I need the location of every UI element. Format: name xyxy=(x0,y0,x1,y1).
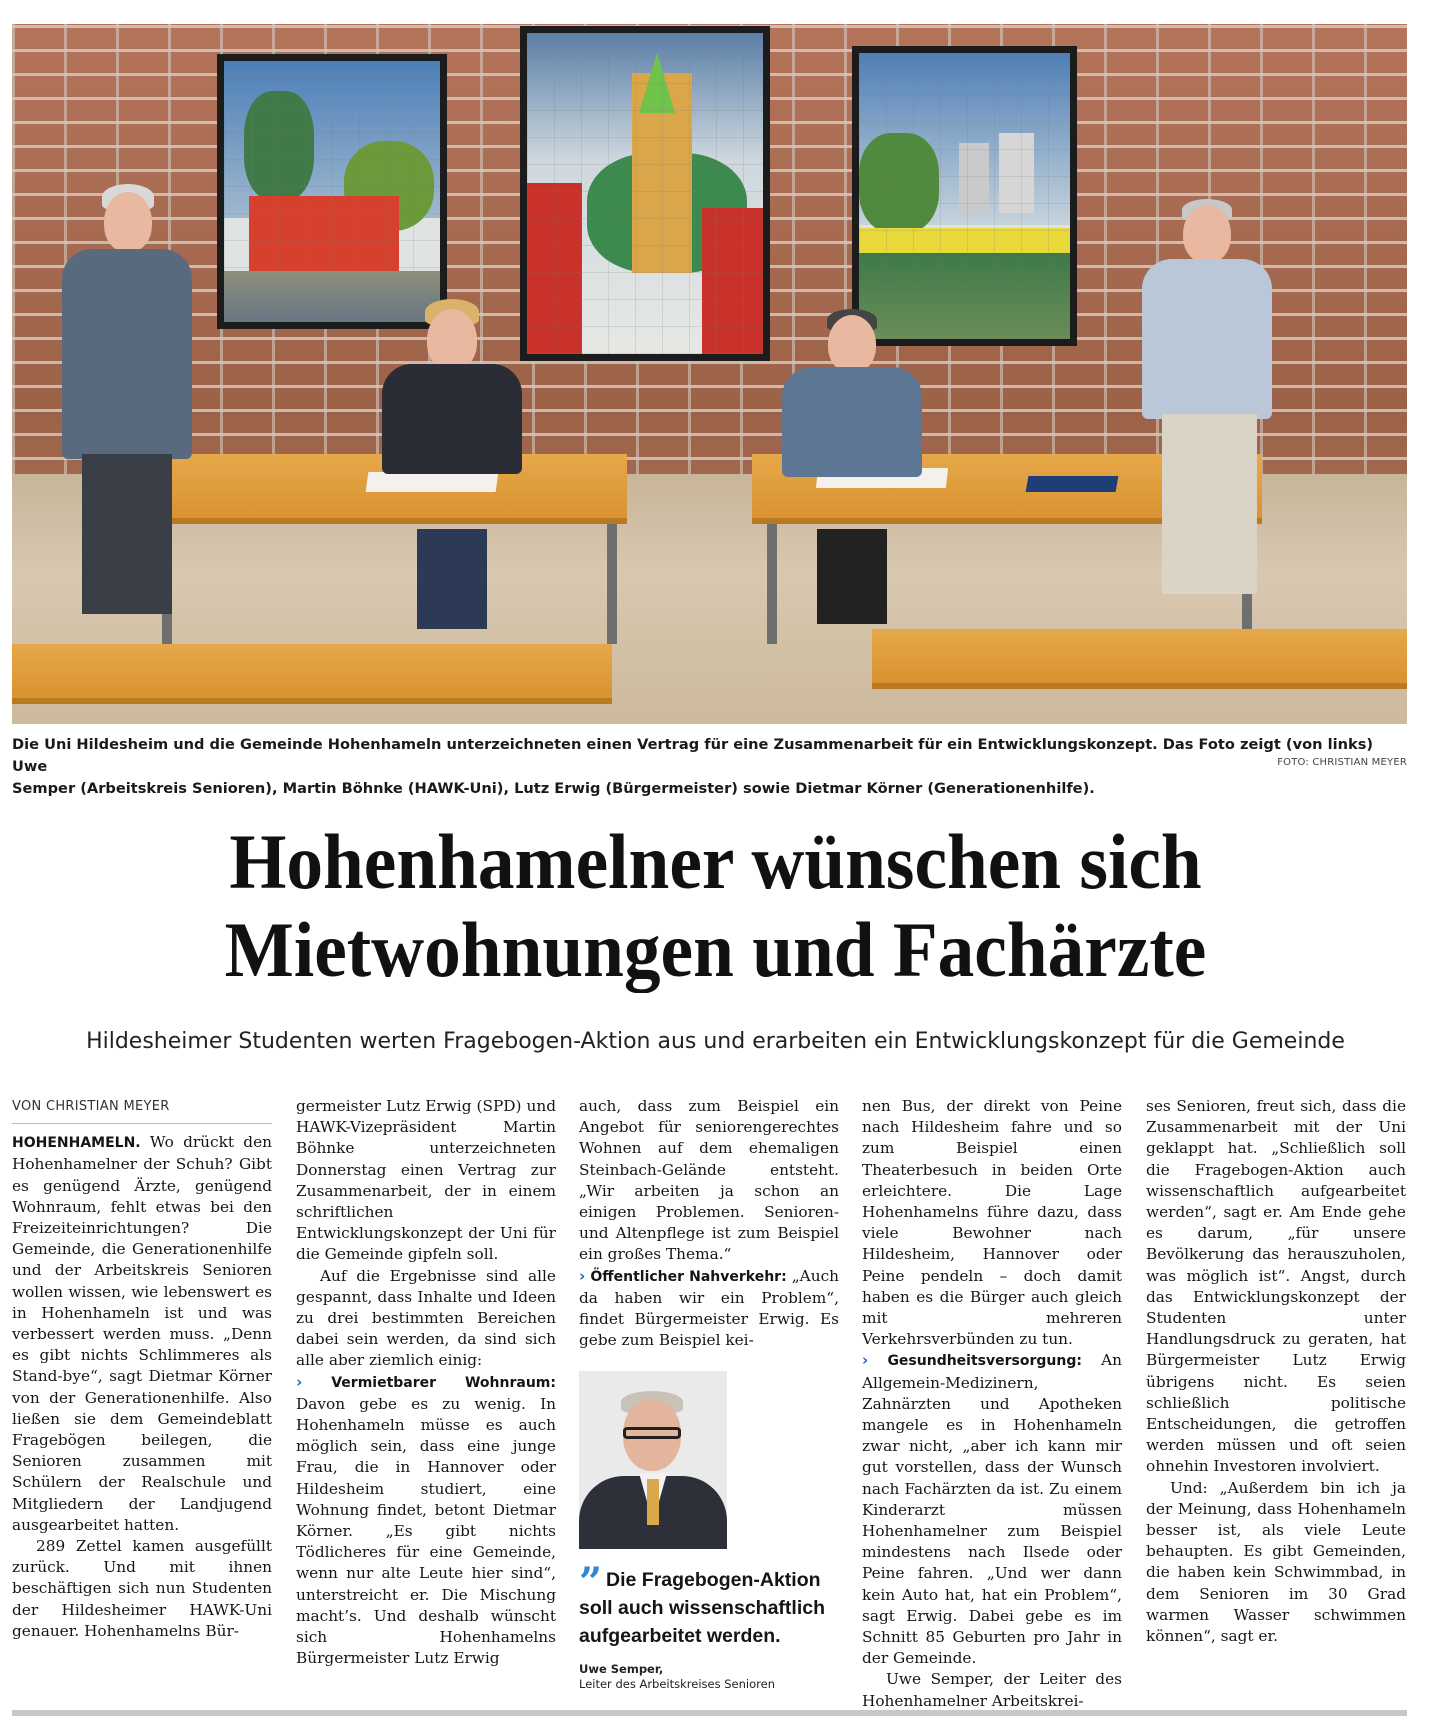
table-foreground-right xyxy=(872,629,1407,689)
article-paragraph: auch, dass zum Beispiel ein Angebot für seniorengerechtes Wohnen auf dem ehemaligen Steinbach-Gelände entsteht. „Wir arbeiten ja schon an einigen Problemen. Senioren- und Altenpflege ist zum Beispiel ein großes Thema.“ xyxy=(579,1097,839,1264)
article-column-1 xyxy=(12,1096,272,1642)
table-foreground-left xyxy=(12,644,612,704)
headline xyxy=(43,818,1388,994)
paragraph-text: Wo drückt den Hohenhamelner der Schuh? Gibt es genügend Ärzte, genügend Wohnraum, fehlt etwas bei den Freizeiteinrichtungen? Die Gemeinde, die Generationenhilfe und der Arbeitskreis Senioren wollen wissen, wie lebenswert es in Hohenhameln ist und was verbessert werden muss. „Denn es gibt nichts Schlimmeres als Stand-bye“, sagt Dietmar Körner von der Generationenhilfe. Also ließen sie dem Gemeindeblatt Fragebögen beilegen, die Senioren zusammen mit Schülern der Realschule und Mitgliedern der Landjugend ausgearbeitet hatten. xyxy=(12,1133,272,1534)
photo-caption-line-2: Semper (Arbeitskreis Senioren), Martin Böhnke (HAWK-Uni), Lutz Erwig (Bürgermeister) sowie Dietmar Körner (Generationenhilfe). xyxy=(12,780,1095,797)
article-paragraph xyxy=(579,1266,839,1352)
article-paragraph: nen Bus, der direkt von Peine nach Hildesheim fahre und so zum Beispiel einen Theaterbesuch in beiden Orte erleichtere. Die Lage Hohenhamelns führe dazu, dass viele Bewohner nach Hildesheim, Hannover oder Peine pendeln – doch damit haben es die Bürger auch gleich mit mehreren Verkehrsverbünden zu tun. xyxy=(862,1097,1122,1349)
subheading-health: Gesundheitsversorgung: xyxy=(887,1353,1082,1370)
paragraph-text: „Auch da haben wir ein Problem“, findet Bürgermeister Erwig. Es gebe zum Beispiel kei- xyxy=(579,1266,839,1350)
photo-caption-line-1: Die Uni Hildesheim und die Gemeinde Hohenhameln unterzeichneten einen Vertrag für eine Zusammenarbeit für ein Entwicklungskonzept. Das Foto zeigt (von links) Uwe xyxy=(12,736,1374,775)
article-column-2 xyxy=(296,1096,556,1669)
person-uwe-semper xyxy=(52,184,202,624)
article-paragraph xyxy=(12,1132,272,1536)
photo-credit: FOTO: CHRISTIAN MEYER xyxy=(1277,757,1407,768)
article-paragraph: Auf die Ergebnisse sind alle gespannt, dass Inhalte und Ideen zu drei bestimmten Bereichen dabei sein werden, da sind sich alle aber ziemlich einig: xyxy=(296,1266,556,1370)
painting-left xyxy=(217,54,447,329)
article-photo xyxy=(12,24,1407,724)
paragraph-text: Davon gebe es zu wenig. In Hohenhameln müsse es auch möglich sein, dass eine junge Frau, die in Hannover oder Hildesheim studiert, eine Wohnung findet, betont Dietmar Körner. „Es gibt nichts Tödlicheres für eine Gemeinde, wenn nur alte Leute hier sind“, unterstreicht er. Die Mischung macht’s. Und deshalb wünscht sich Hohenhamelns Bürgermeister Lutz Erwig xyxy=(296,1394,556,1668)
painting-right xyxy=(852,46,1077,346)
paragraph-text: An Allgemein-Medizinern, Zahnärzten und Apotheken mangele es in Hohenhameln zwar nicht, „aber ich kann mir gut vorstellen, dass der Wunsch nach Fachärzten da ist. Zu einem Kinderarzt müssen Hohenhamelner zum Beispiel mindestens nach Ilsede oder Peine fahren. „Und wer dann kein Auto hat, hat ein Problem“, sagt Erwig. Dabei gebe es im Schnitt 85 Geburten pro Jahr in der Gemeinde. xyxy=(862,1351,1122,1668)
headline-line-2: Mietwohnungen und Fachärzte xyxy=(224,906,1207,993)
photo-caption xyxy=(12,734,1407,800)
bullet-marker-icon: › xyxy=(579,1266,586,1285)
subheadline: Hildesheimer Studenten werten Fragebogen-Aktion aus und erarbeiten ein Entwicklungskonzept für die Gemeinde xyxy=(86,1029,1345,1054)
article-paragraph: 289 Zettel kamen ausgefüllt zurück. Und mit ihnen beschäftigen sich nun Studenten der Hildesheimer HAWK-Uni genauer. Hohenhamelns Bür- xyxy=(12,1537,272,1640)
bullet-marker-icon: › xyxy=(296,1372,303,1391)
person-martin-boehnke xyxy=(377,299,527,639)
article-paragraph: Und: „Außerdem bin ich ja der Meinung, dass Hohenhameln besser ist, als viele Leute behaupten. Es gibt Gemeinden, die haben kein Schwimmbad, in dem Senioren im 30 Grad warmen Wasser schwimmen können“, sagt er. xyxy=(1146,1478,1406,1646)
article-paragraph: ses Senioren, freut sich, dass die Zusammenarbeit mit der Uni geklappt hat. „Schließlich soll die Fragebogen-Aktion auch wissenschaftlich aufgearbeitet werden“, sagt er. Am Ende gehe es darum, „für unsere Bevölkerung das herauszuholen, was möglich ist“. Angst, durch das Entwicklungskonzept der Studenten unter Handlungsdruck zu geraten, hat Bürgermeister Lutz Erwig übrigens nicht. Es seien schließlich politische Entscheidungen, die getroffen werden müssen und oft seien ohnehin Investoren involviert. xyxy=(1146,1097,1406,1476)
quote-mark-icon: ” xyxy=(579,1559,603,1606)
byline: VON CHRISTIAN MEYER xyxy=(12,1096,272,1124)
article-paragraph xyxy=(296,1372,556,1670)
portrait-uwe-semper xyxy=(579,1371,727,1549)
quote-author-role: Leiter des Arbeitskreises Senioren xyxy=(579,1677,775,1691)
subheading-housing: Vermietbarer Wohnraum: xyxy=(331,1374,556,1391)
quote-author-name: Uwe Semper, xyxy=(579,1662,664,1676)
article-column-5 xyxy=(1146,1096,1406,1647)
article-paragraph: Uwe Semper, der Leiter des Hohenhamelner Arbeitskrei- xyxy=(862,1670,1122,1710)
dateline: HOHENHAMELN. xyxy=(12,1135,141,1152)
painting-center xyxy=(520,26,770,361)
bullet-marker-icon: › xyxy=(862,1351,869,1370)
pull-quote-author xyxy=(579,1662,839,1692)
article-column-4 xyxy=(862,1096,1122,1712)
page-bottom-rule xyxy=(12,1710,1407,1716)
article-paragraph xyxy=(862,1350,1122,1669)
headline-line-1: Hohenhamelner wünschen sich xyxy=(229,818,1202,905)
subheading-transport: Öffentlicher Nahverkehr: xyxy=(590,1268,787,1285)
person-dietmar-koerner xyxy=(1132,199,1282,609)
article-paragraph: germeister Lutz Erwig (SPD) und HAWK-Vizepräsident Martin Böhnke unterzeichneten Donnerstag einen Vertrag zur Zusammenarbeit, der in einem schriftlichen Entwicklungskonzept der Uni für die Gemeinde gipfeln soll. xyxy=(296,1097,556,1264)
pull-quote-text: Die Fragebogen-Aktion soll auch wissenschaftlich aufgearbeitet werden. xyxy=(579,1569,825,1647)
pull-quote xyxy=(579,1559,839,1650)
person-lutz-erwig xyxy=(782,309,922,629)
article-column-3 xyxy=(579,1096,839,1351)
